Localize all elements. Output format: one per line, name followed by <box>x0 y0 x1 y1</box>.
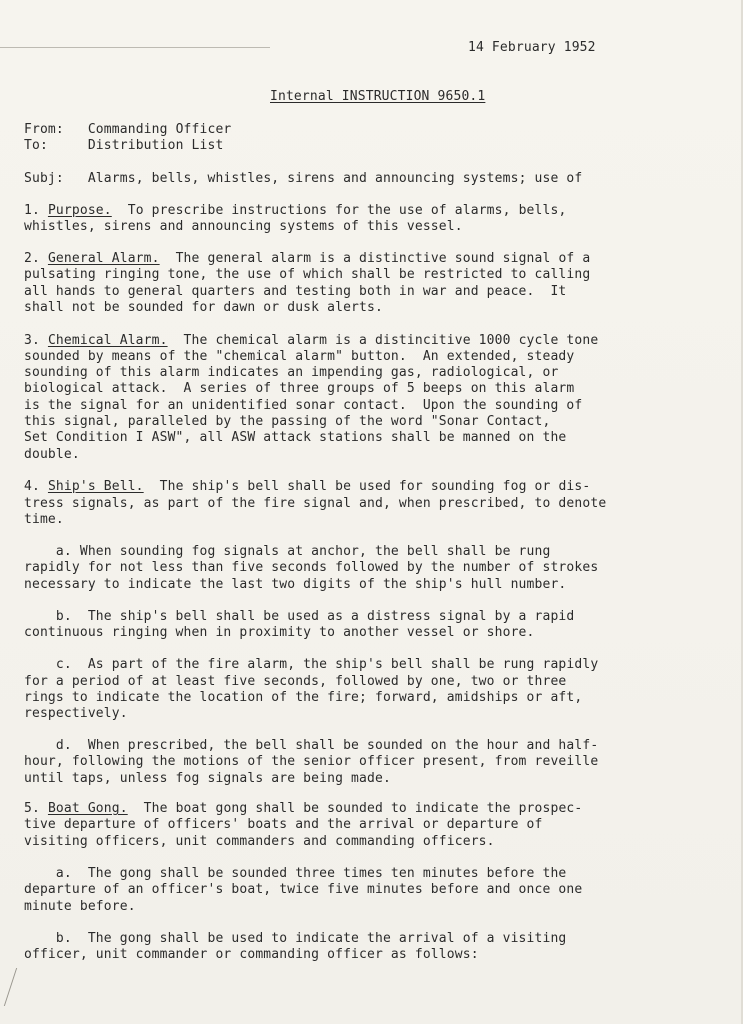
from-line <box>24 122 231 138</box>
para-4c-line-2: for a period of at least five seconds, followed by one, two or three <box>24 674 567 689</box>
para-5a-line-2: departure of an officer's boat, twice five minutes before and once one <box>24 882 583 897</box>
para-5-text-1: The boat gong shall be sounded to indicate the prospec- <box>127 801 583 816</box>
to-label: To: <box>24 138 48 153</box>
para-4d-line-2: hour, following the motions of the senior officer present, from reveille <box>24 754 599 769</box>
document-title: Internal INSTRUCTION 9650.1 <box>270 89 486 104</box>
para-5-line-1 <box>24 801 582 817</box>
para-4b-line-2: continuous ringing when in proximity to another vessel or shore. <box>24 625 535 640</box>
para-5-line-3: visiting officers, unit commanders and commanding officers. <box>24 834 495 849</box>
para-3-heading: Chemical Alarm. <box>47 333 168 348</box>
para-4-line-3: time. <box>24 512 64 527</box>
para-3-line-2: sounded by means of the "chemical alarm" button. An extended, steady <box>24 349 575 364</box>
para-5-line-2: tive departure of officers' boats and the arrival or departure of <box>24 817 543 832</box>
para-3-line-6: this signal, paralleled by the passing of the word "Sonar Contact, <box>24 414 551 429</box>
para-5a-line-3: minute before. <box>24 899 136 914</box>
para-4a-line-3: necessary to indicate the last two digits of the ship's hull number. <box>24 577 567 592</box>
subject-line <box>24 171 582 187</box>
para-3-line-7: Set Condition I ASW", all ASW attack stations shall be manned on the <box>24 430 567 445</box>
para-4c-line-3: rings to indicate the location of the fire; forward, amidships or aft, <box>24 690 583 705</box>
para-4c-line-1: c. As part of the fire alarm, the ship's bell shall be rung rapidly <box>24 657 599 672</box>
para-1-heading: Purpose. <box>47 203 112 218</box>
para-3-line-4: biological attack. A series of three groups of 5 beeps on this alarm <box>24 381 575 396</box>
para-1-line-1 <box>24 203 566 219</box>
para-3-text-1: The chemical alarm is a distincitive 1000 cycle tone <box>167 333 599 348</box>
subj-label: Subj: <box>24 171 64 186</box>
para-2-number: 2. <box>24 251 48 266</box>
document-date: 14 February 1952 <box>468 40 596 55</box>
para-5-heading: Boat Gong. <box>47 801 128 816</box>
para-2-text-1: The general alarm is a distinctive sound signal of a <box>159 251 591 266</box>
para-4-line-2: tress signals, as part of the fire signal and, when prescribed, to denote <box>24 496 607 511</box>
para-2-line-4: shall not be sounded for dawn or dusk alerts. <box>24 300 383 315</box>
para-4a-line-1: a. When sounding fog signals at anchor, the bell shall be rung <box>24 544 551 559</box>
para-5a-line-1: a. The gong shall be sounded three times ten minutes before the <box>24 866 567 881</box>
para-4-number: 4. <box>24 479 48 494</box>
para-2-line-1 <box>24 251 590 267</box>
para-4d-line-3: until taps, unless fog signals are being made. <box>24 771 391 786</box>
para-5-number: 5. <box>24 801 48 816</box>
para-4d-line-1: d. When prescribed, the bell shall be sounded on the hour and half- <box>24 738 599 753</box>
para-2-heading: General Alarm. <box>47 251 160 266</box>
para-4-line-1 <box>24 479 590 495</box>
para-4b-line-1: b. The ship's bell shall be used as a distress signal by a rapid <box>24 609 575 624</box>
para-5b-line-2: officer, unit commander or commanding officer as follows: <box>24 947 479 962</box>
para-3-line-8: double. <box>24 447 80 462</box>
para-1-number: 1. <box>24 203 48 218</box>
para-2-line-2: pulsating ringing tone, the use of which shall be restricted to calling <box>24 267 591 282</box>
to-value: Distribution List <box>87 138 224 153</box>
top-rule <box>0 47 270 48</box>
to-line <box>24 138 223 154</box>
para-4-heading: Ship's Bell. <box>47 479 144 494</box>
subj-value: Alarms, bells, whistles, sirens and announcing systems; use of <box>87 171 583 186</box>
from-value: Commanding Officer <box>87 122 232 137</box>
corner-mark <box>4 968 39 1006</box>
para-3-number: 3. <box>24 333 48 348</box>
para-3-line-1 <box>24 333 598 349</box>
from-label: From: <box>24 122 64 137</box>
para-3-line-5: is the signal for an unidentified sonar contact. Upon the sounding of <box>24 398 583 413</box>
para-5b-line-1: b. The gong shall be used to indicate the arrival of a visiting <box>24 931 567 946</box>
para-1-text-1: To prescribe instructions for the use of alarms, bells, <box>111 203 567 218</box>
para-1-line-2: whistles, sirens and announcing systems of this vessel. <box>24 219 463 234</box>
para-4c-line-4: respectively. <box>24 706 128 721</box>
para-2-line-3: all hands to general quarters and testing both in war and peace. It <box>24 284 567 299</box>
para-4a-line-2: rapidly for not less than five seconds followed by the number of strokes <box>24 560 599 575</box>
para-3-line-3: sounding of this alarm indicates an impending gas, radiological, or <box>24 365 559 380</box>
para-4-text-1: The ship's bell shall be used for sounding fog or dis- <box>143 479 591 494</box>
